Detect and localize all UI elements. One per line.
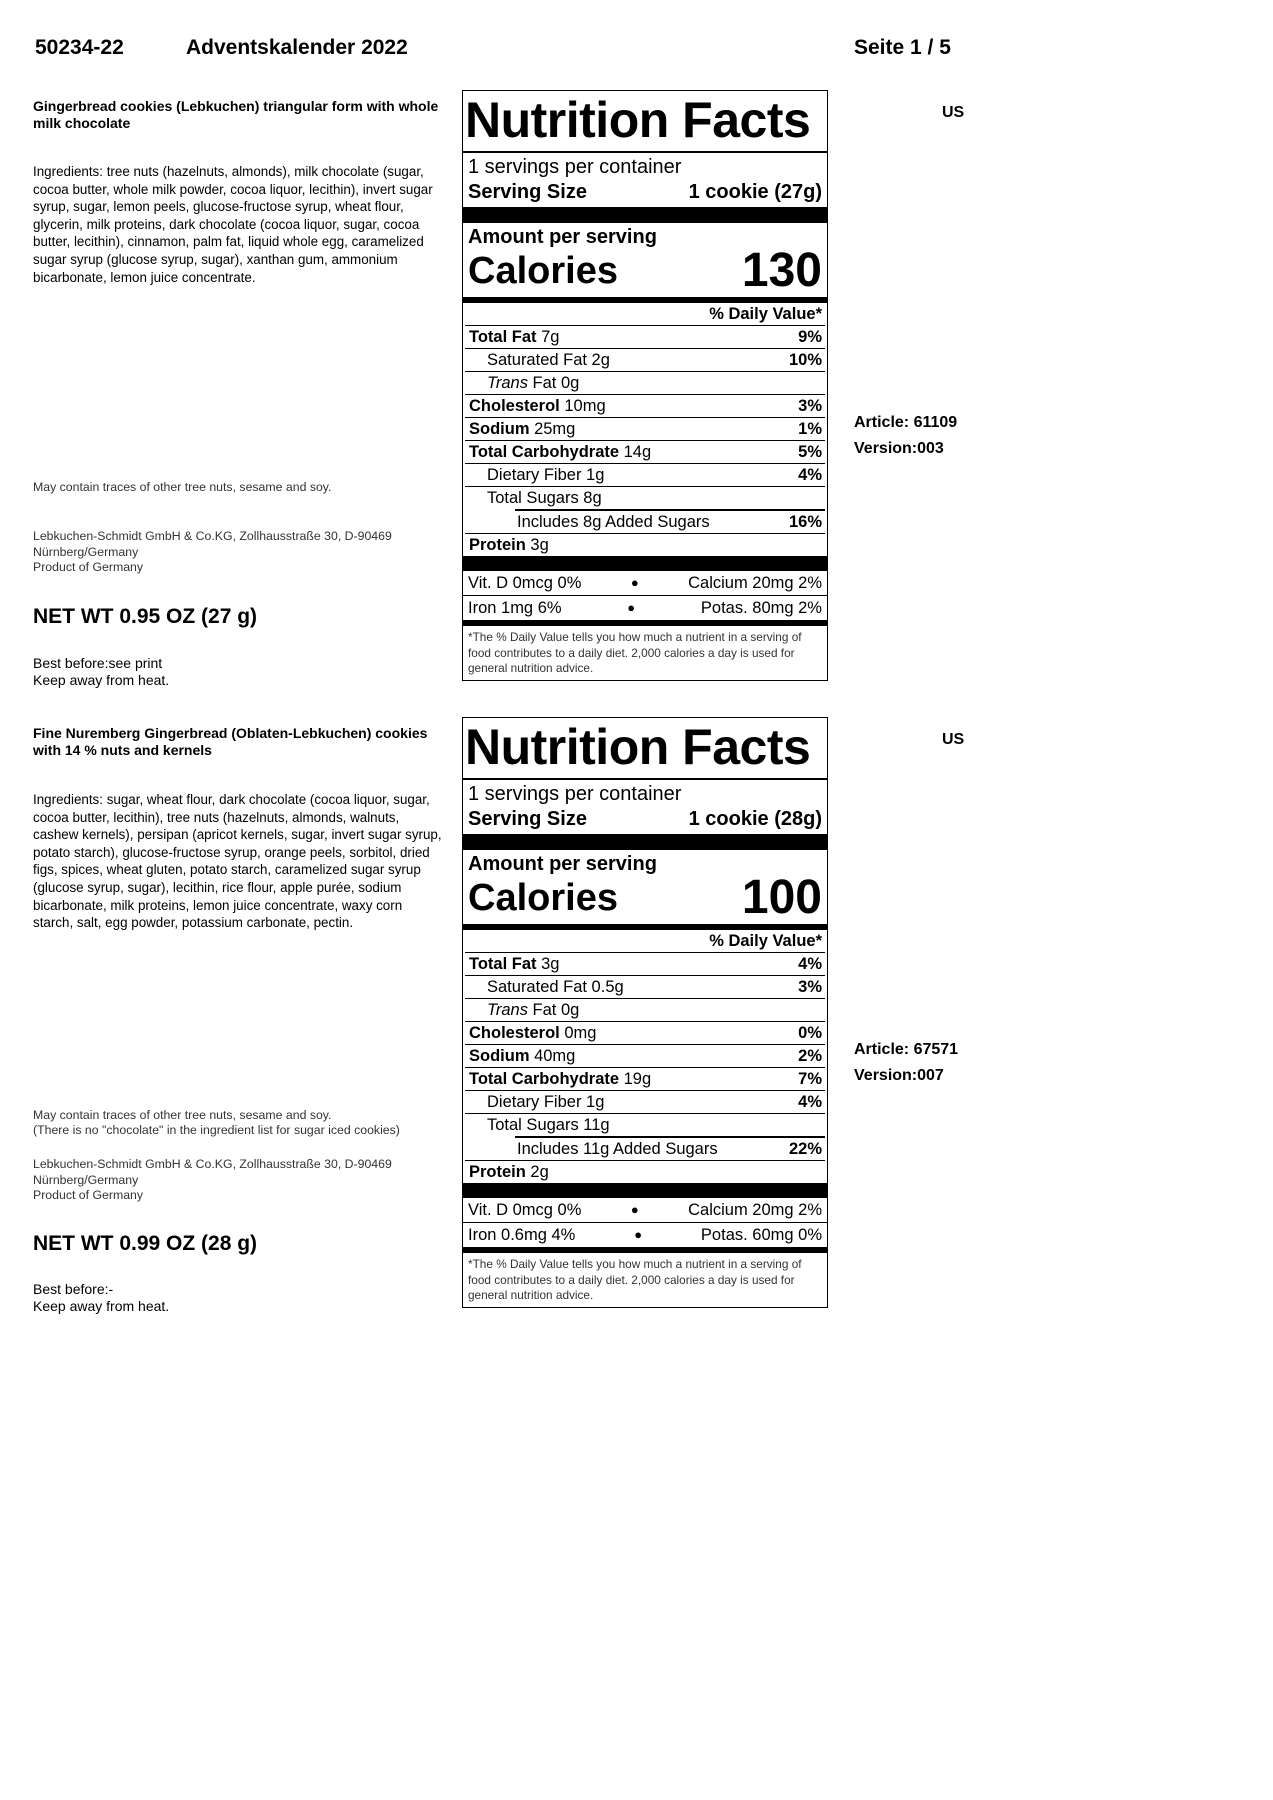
saturated-fat-row: Saturated Fat 0.5g 3% bbox=[465, 975, 825, 998]
country-of-origin: Product of Germany bbox=[33, 560, 144, 574]
added-sugars-row: Includes 8g Added Sugars 16% bbox=[517, 512, 822, 531]
allergen-note: (There is no "chocolate" in the ingredient list for sugar iced cookies) bbox=[33, 1123, 400, 1137]
iron-potassium-row: Iron 0.6mg 4% ● Potas. 60mg 0% bbox=[468, 1226, 822, 1244]
article-number: Article: 61109 bbox=[854, 414, 958, 431]
manufacturer-address: Lebkuchen-Schmidt GmbH & Co.KG, Zollhausstraße 30, D-90469 Nürnberg/Germany bbox=[33, 529, 392, 559]
saturated-fat-row: Saturated Fat 2g 10% bbox=[465, 348, 825, 371]
calories-row: Calories 130 bbox=[468, 244, 822, 297]
servings-per-container: 1 servings per container bbox=[468, 783, 682, 805]
ingredients-text: Ingredients: tree nuts (hazelnuts, almonds), milk chocolate (sugar, cocoa butter, whole milk powder, cocoa liquor, lecithin), invert sugar syrup, sugar, lemon peels, glucose-fructose syrup, wheat flour, glycerin, milk proteins, dark chocolate (cocoa liquor, sugar, cocoa butter, lecithin), cinnamon, palm fat, liquid whole egg, caramelized sugar syrup (glucose syrup, sugar), xanthan gum, ammonium bicarbonate, lemon juice concentrate. bbox=[33, 164, 433, 285]
cholesterol-row: Cholesterol 0mg 0% bbox=[465, 1021, 825, 1044]
trans-fat-row: Trans Fat 0g bbox=[465, 998, 825, 1021]
cholesterol-row: Cholesterol 10mg 3% bbox=[465, 394, 825, 417]
total-sugars-row: Total Sugars 8g bbox=[465, 486, 825, 509]
allergen-statement: May contain traces of other tree nuts, sesame and soy. bbox=[33, 480, 332, 494]
amount-per-serving: Amount per serving bbox=[468, 226, 657, 248]
product-title: Fine Nuremberg Gingerbread (Oblaten-Lebkuchen) cookies with 14 % nuts and kernels bbox=[33, 725, 428, 758]
ingredients-text: Ingredients: sugar, wheat flour, dark chocolate (cocoa liquor, sugar, cocoa butter, lecithin), tree nuts (hazelnuts, almonds, walnuts, cashew kernels), persipan (apricot kernels, sugar, invert sugar syrup, potato starch), glucose-fructose syrup, orange peels, sorbitol, dried figs, spices, wheat gluten, potato starch, caramelized sugar syrup (glucose syrup, sugar), lecithin, rice flour, apple purée, sodium bicarbonate, milk proteins, lemon juice concentrate, waxy corn starch, salt, egg powder, potassium carbonate, pectin. bbox=[33, 792, 442, 931]
version-number: Version:007 bbox=[854, 1067, 944, 1084]
total-fat-row: Total Fat 3g 4% bbox=[465, 952, 825, 975]
serving-size: Serving Size 1 cookie (28g) bbox=[468, 808, 822, 830]
vitd-calcium-row: Vit. D 0mcg 0% ● Calcium 20mg 2% bbox=[468, 1200, 822, 1219]
best-before: Best before:- bbox=[33, 1281, 114, 1297]
document-title: Adventskalender 2022 bbox=[186, 36, 408, 59]
market-label: US bbox=[942, 731, 965, 748]
daily-value-footnote: *The % Daily Value tells you how much a nutrient in a serving of food contributes to a daily diet. 2,000 calories a day is used for general nutrition advice. bbox=[468, 1257, 802, 1302]
nf-title: Nutrition Facts bbox=[465, 719, 811, 775]
daily-value-footnote: *The % Daily Value tells you how much a nutrient in a serving of food contributes to a daily diet. 2,000 calories a day is used for general nutrition advice. bbox=[468, 630, 802, 675]
sodium-row: Sodium 40mg 2% bbox=[465, 1044, 825, 1067]
nutrition-facts-panel bbox=[462, 717, 828, 1308]
storage-instructions: Keep away from heat. bbox=[33, 1298, 170, 1314]
daily-value-header: % Daily Value* bbox=[709, 305, 822, 323]
net-weight: NET WT 0.99 OZ (28 g) bbox=[33, 1232, 258, 1255]
protein-row: Protein 3g bbox=[465, 533, 825, 556]
nf-title: Nutrition Facts bbox=[465, 92, 811, 148]
added-sugars-row: Includes 11g Added Sugars 22% bbox=[517, 1139, 822, 1158]
storage-instructions: Keep away from heat. bbox=[33, 672, 170, 688]
best-before: Best before:see print bbox=[33, 655, 163, 671]
total-carbohydrate-row: Total Carbohydrate 19g 7% bbox=[465, 1067, 825, 1090]
amount-per-serving: Amount per serving bbox=[468, 853, 657, 875]
article-number: Article: 67571 bbox=[854, 1041, 959, 1058]
country-of-origin: Product of Germany bbox=[33, 1188, 144, 1202]
calories-row: Calories 100 bbox=[468, 871, 822, 924]
calories-value: 100 bbox=[741, 871, 822, 924]
sodium-row: Sodium 25mg 1% bbox=[465, 417, 825, 440]
version-number: Version:003 bbox=[854, 440, 944, 457]
total-fat-row: Total Fat 7g 9% bbox=[465, 325, 825, 348]
page-indicator: Seite 1 / 5 bbox=[854, 36, 951, 59]
dietary-fiber-row: Dietary Fiber 1g 4% bbox=[465, 463, 825, 486]
servings-per-container: 1 servings per container bbox=[468, 156, 682, 178]
document-number: 50234-22 bbox=[35, 36, 124, 59]
product-title: Gingerbread cookies (Lebkuchen) triangular form with whole milk chocolate bbox=[33, 98, 439, 131]
calories-value: 130 bbox=[741, 244, 822, 297]
total-sugars-row: Total Sugars 11g bbox=[465, 1113, 825, 1136]
manufacturer-address: Lebkuchen-Schmidt GmbH & Co.KG, Zollhausstraße 30, D-90469 Nürnberg/Germany bbox=[33, 1157, 392, 1187]
serving-size: Serving Size 1 cookie (27g) bbox=[468, 181, 822, 203]
vitd-calcium-row: Vit. D 0mcg 0% ● Calcium 20mg 2% bbox=[468, 573, 822, 592]
trans-fat-row: Trans Fat 0g bbox=[465, 371, 825, 394]
dietary-fiber-row: Dietary Fiber 1g 4% bbox=[465, 1090, 825, 1113]
total-carbohydrate-row: Total Carbohydrate 14g 5% bbox=[465, 440, 825, 463]
net-weight: NET WT 0.95 OZ (27 g) bbox=[33, 605, 258, 628]
market-label: US bbox=[942, 104, 965, 121]
allergen-statement: May contain traces of other tree nuts, sesame and soy. bbox=[33, 1108, 332, 1122]
daily-value-header: % Daily Value* bbox=[709, 932, 822, 950]
iron-potassium-row: Iron 1mg 6% ● Potas. 80mg 2% bbox=[468, 599, 822, 617]
protein-row: Protein 2g bbox=[465, 1160, 825, 1183]
nutrition-facts-panel bbox=[462, 90, 828, 681]
